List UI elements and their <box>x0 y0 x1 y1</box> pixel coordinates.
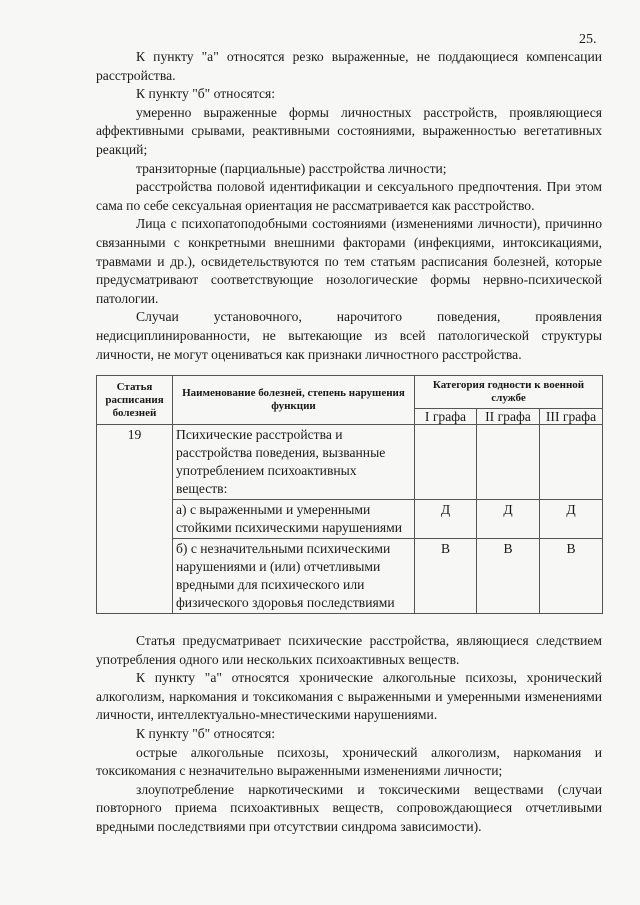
disease-subitem: б) с незначительными психическими нарушениями и (или) отчетливыми вредными для психического или физического здоровья последствиями <box>173 539 415 614</box>
top-text-block <box>96 48 602 364</box>
paragraph: злоупотребление наркотическими и токсическими веществами (случаи повторного приема психоактивных веществ, сопровождающиеся отчетливыми вредными последствиями при отсутствии синдрома зависимости). <box>96 781 602 834</box>
category-cell: В <box>415 539 477 614</box>
paragraph: острые алкогольные психозы, хронический алкоголизм, наркомания и токсикомания с незначительно выраженными изменениями личности; <box>96 744 602 779</box>
paragraph: Случаи установочного, нарочитого поведения, проявления недисциплинированности, не вытекающие из всей патологической структуры личности, не могут оцениваться как признаки личностного расстройства. <box>96 309 602 362</box>
paragraph: транзиторные (парциальные) расстройства личности; <box>136 160 447 176</box>
paragraph: расстройства половой идентификации и сексуального предпочтения. При этом сама по себе сексуальная ориентация не рассматривается как расстройство. <box>96 179 602 213</box>
paragraph: Статья предусматривает психические расстройства, являющиеся следствием употребления одного или нескольких психоактивных веществ. <box>96 633 602 667</box>
disease-schedule-table <box>96 375 603 614</box>
header-fitness-category: Категория годности к военной службе <box>415 376 603 409</box>
category-cell: В <box>540 539 603 614</box>
table-row <box>97 539 603 614</box>
category-cell: Д <box>540 500 603 539</box>
paragraph: К пункту "б" относятся: <box>136 86 276 102</box>
header-column-3: III графа <box>540 409 603 425</box>
header-column-2: II графа <box>477 409 540 425</box>
category-cell: Д <box>415 500 477 539</box>
disease-subitem: а) с выраженными и умеренными стойкими психическими нарушениями <box>173 500 415 539</box>
table-row <box>97 500 603 539</box>
header-column-1: I графа <box>415 409 477 425</box>
paragraph: К пункту "б" относятся: <box>136 725 276 741</box>
category-cell: В <box>477 539 540 614</box>
article-number: 19 <box>97 425 173 614</box>
header-article: Статья расписания болезней <box>97 376 173 425</box>
page-number: 25. <box>579 32 597 47</box>
paragraph: К пункту "а" относятся резко выраженные, не поддающиеся компенсации расстройства. <box>96 49 602 83</box>
bottom-text-block <box>96 632 602 837</box>
disease-title: Психические расстройства и расстройства поведения, вызванные употреблением психоактивных веществ: <box>173 425 415 500</box>
paragraph: К пункту "а" относятся хронические алкогольные психозы, хронический алкоголизм, наркомания и токсикомания с выраженными и умеренными изменениями личности, интеллектуально-мнестическими нарушениями. <box>96 670 602 723</box>
category-cell: Д <box>477 500 540 539</box>
header-disease-name: Наименование болезней, степень нарушения функции <box>173 376 415 425</box>
paragraph: умеренно выраженные формы личностных расстройств, проявляющиеся аффективными срывами, реактивными состояниями, выраженностью вегетативных реакций; <box>96 104 602 157</box>
table-row <box>97 425 603 500</box>
paragraph: Лица с психопатоподобными состояниями (изменениями личности), причинно связанными с конкретными внешними факторами (инфекциями, интоксикациями, травмами и др.), освидетельствуются по тем статьям расписания болезней, которые предусматривают соответствующие нозологические формы нервно-психической патологии. <box>96 216 602 306</box>
